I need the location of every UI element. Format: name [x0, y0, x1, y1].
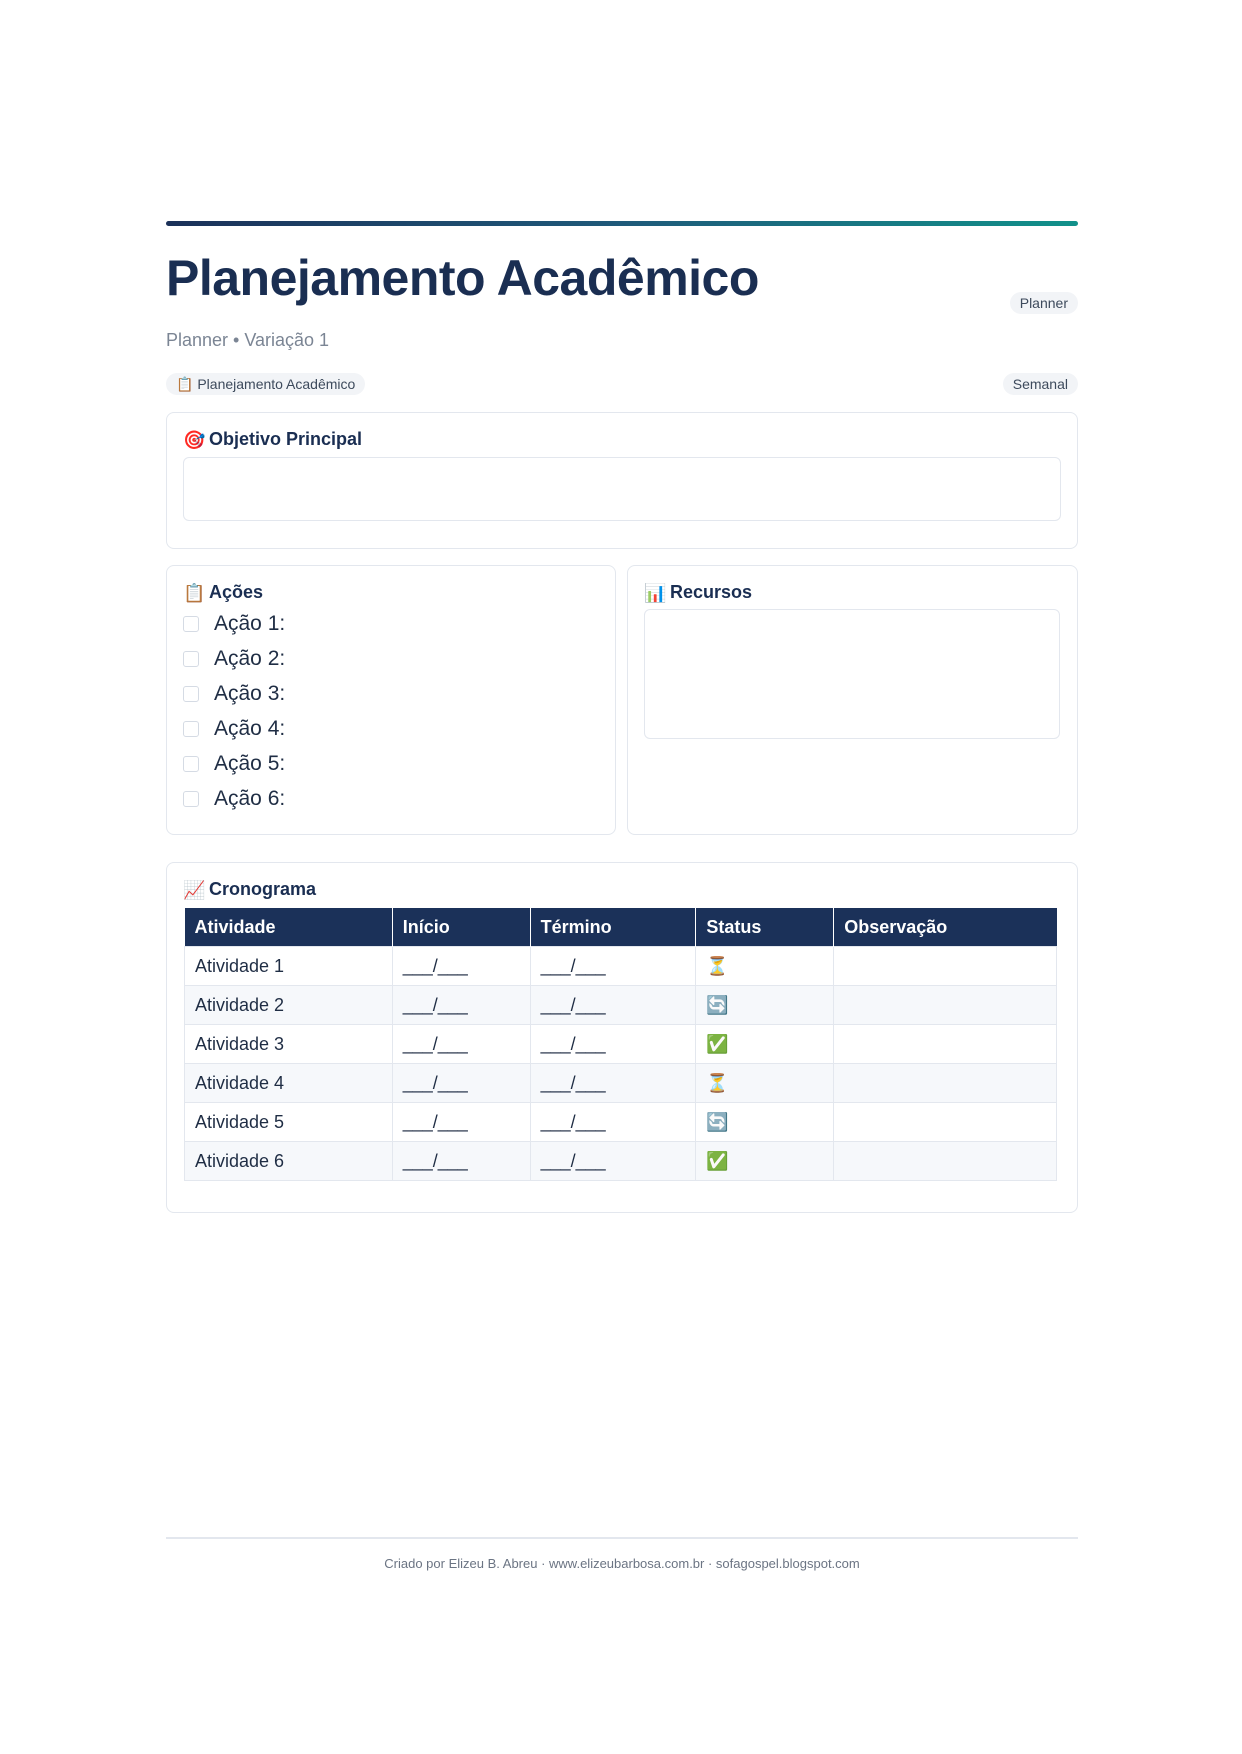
hourglass-icon: ⏳: [696, 947, 834, 986]
action-item[interactable]: [183, 676, 285, 711]
start-cell[interactable]: ___/___: [392, 1064, 530, 1103]
action-checkbox[interactable]: [183, 791, 199, 807]
line-chart-icon: 📈: [183, 879, 206, 900]
end-cell[interactable]: ___/___: [530, 986, 696, 1025]
objective-title: [183, 429, 362, 450]
start-cell[interactable]: ___/___: [392, 986, 530, 1025]
actions-card: [166, 565, 616, 835]
planner-name-chip: [166, 373, 365, 395]
activity-cell: Atividade 1: [185, 947, 393, 986]
note-cell[interactable]: [834, 1142, 1057, 1181]
page-title: Planejamento Acadêmico: [166, 250, 759, 306]
activity-cell: Atividade 2: [185, 986, 393, 1025]
note-cell[interactable]: [834, 947, 1057, 986]
action-label: Ação 5:: [214, 751, 286, 775]
note-cell[interactable]: [834, 986, 1057, 1025]
action-item[interactable]: [183, 711, 285, 746]
check-mark-icon: ✅: [696, 1025, 834, 1064]
page-subtitle: Planner • Variação 1: [166, 330, 330, 350]
resources-title-label: Recursos: [670, 582, 753, 602]
action-label: Ação 6:: [214, 786, 286, 810]
schedule-card: [166, 862, 1078, 1213]
table-row: [185, 1064, 1057, 1103]
planner-name-label: Planejamento Acadêmico: [197, 376, 356, 392]
title-row: [166, 248, 1078, 310]
action-label: Ação 1:: [214, 611, 286, 635]
action-label: Ação 4:: [214, 716, 286, 740]
note-cell[interactable]: [834, 1025, 1057, 1064]
end-cell[interactable]: ___/___: [530, 1142, 696, 1181]
action-checkbox[interactable]: [183, 616, 199, 632]
objective-card: [166, 412, 1078, 549]
start-cell[interactable]: ___/___: [392, 1103, 530, 1142]
column-header: Status: [696, 908, 834, 947]
resources-title: [644, 582, 752, 603]
activity-cell: Atividade 6: [185, 1142, 393, 1181]
activity-cell: Atividade 3: [185, 1025, 393, 1064]
end-cell[interactable]: ___/___: [530, 947, 696, 986]
start-cell[interactable]: ___/___: [392, 1142, 530, 1181]
schedule-title-label: Cronograma: [209, 879, 317, 899]
objective-title-label: Objetivo Principal: [209, 429, 363, 449]
resources-input[interactable]: [644, 609, 1060, 739]
action-label: Ação 2:: [214, 646, 286, 670]
note-cell[interactable]: [834, 1103, 1057, 1142]
header-accent-bar: [166, 221, 1078, 226]
activity-cell: Atividade 4: [185, 1064, 393, 1103]
column-header: Observação: [834, 908, 1057, 947]
action-item[interactable]: [183, 746, 285, 781]
refresh-icon: 🔄: [696, 986, 834, 1025]
end-cell[interactable]: ___/___: [530, 1025, 696, 1064]
planner-badge: Planner: [1010, 292, 1078, 314]
column-header: Término: [530, 908, 696, 947]
end-cell[interactable]: ___/___: [530, 1064, 696, 1103]
table-row: [185, 947, 1057, 986]
table-row: [185, 986, 1057, 1025]
resources-card: [627, 565, 1078, 835]
footer-divider: [166, 1537, 1078, 1539]
meta-row: [166, 373, 1078, 397]
schedule-table: [184, 908, 1057, 1181]
end-cell[interactable]: ___/___: [530, 1103, 696, 1142]
action-label: Ação 3:: [214, 681, 286, 705]
action-checkbox[interactable]: [183, 721, 199, 737]
check-mark-icon: ✅: [696, 1142, 834, 1181]
objective-input[interactable]: [183, 457, 1061, 521]
schedule-title: [183, 879, 316, 900]
target-icon: 🎯: [183, 429, 206, 450]
page: [166, 221, 1078, 397]
action-checkbox[interactable]: [183, 651, 199, 667]
table-row: [185, 1025, 1057, 1064]
activity-cell: Atividade 5: [185, 1103, 393, 1142]
start-cell[interactable]: ___/___: [392, 1025, 530, 1064]
note-cell[interactable]: [834, 1064, 1057, 1103]
action-item[interactable]: [183, 641, 285, 676]
actions-list: [183, 606, 285, 816]
column-header: Início: [392, 908, 530, 947]
period-chip: Semanal: [1003, 373, 1078, 395]
refresh-icon: 🔄: [696, 1103, 834, 1142]
bar-chart-icon: 📊: [644, 582, 667, 603]
actions-title: [183, 582, 263, 603]
table-row: [185, 1142, 1057, 1181]
action-checkbox[interactable]: [183, 686, 199, 702]
column-header: Atividade: [185, 908, 393, 947]
table-row: [185, 1103, 1057, 1142]
action-item[interactable]: [183, 606, 285, 641]
action-checkbox[interactable]: [183, 756, 199, 772]
table-header-row: [185, 908, 1057, 947]
clipboard-icon: 📋: [183, 582, 206, 603]
actions-title-label: Ações: [209, 582, 264, 602]
footer-credits: Criado por Elizeu B. Abreu · www.elizeubarbosa.com.br · sofagospel.blogspot.com: [384, 1556, 860, 1571]
hourglass-icon: ⏳: [696, 1064, 834, 1103]
start-cell[interactable]: ___/___: [392, 947, 530, 986]
clipboard-icon: 📋: [176, 376, 194, 392]
action-item[interactable]: [183, 781, 285, 816]
